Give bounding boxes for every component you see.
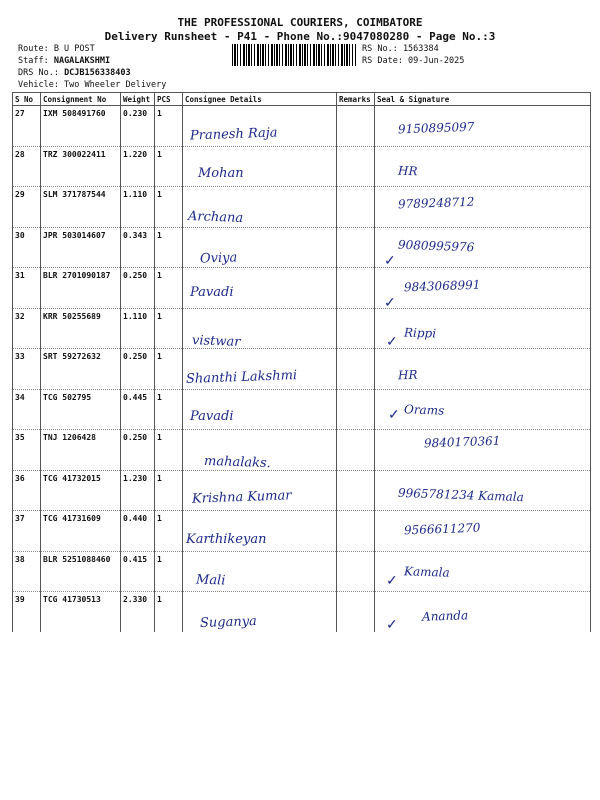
- cell-consignment: TCG 41730513: [41, 592, 121, 632]
- cell-consignment: TCG 41731609: [41, 511, 121, 552]
- cell-consignment: TNJ 1206428: [41, 430, 121, 471]
- cell-remarks: [337, 349, 375, 390]
- cell-remarks: [337, 470, 375, 511]
- table-row: [13, 106, 591, 147]
- consignee-signature: Mohan: [198, 165, 244, 181]
- receiver-seal-signature: 9080995976: [397, 237, 475, 254]
- rs-date: RS Date: 09-Jun-2025: [362, 56, 465, 66]
- cell-sno: 37: [13, 511, 41, 552]
- cell-remarks: [337, 389, 375, 430]
- cell-consignment: TCG 502795: [41, 389, 121, 430]
- col-sno: S No: [13, 93, 41, 106]
- drs-line: [18, 68, 131, 78]
- tick-mark-icon: ✓: [384, 252, 396, 269]
- col-weight: Weight: [121, 93, 155, 106]
- cell-sno: 36: [13, 470, 41, 511]
- table-row: [13, 268, 591, 309]
- cell-sno: 28: [13, 146, 41, 187]
- cell-consignment: IXM 508491760: [41, 106, 121, 147]
- cell-consignment: SRT 59272632: [41, 349, 121, 390]
- cell-remarks: [337, 187, 375, 228]
- receiver-seal-signature: 9965781234 Kamala: [397, 485, 525, 504]
- cell-weight: 2.330: [121, 592, 155, 632]
- staff-line: [18, 56, 110, 66]
- cell-remarks: [337, 227, 375, 268]
- cell-consignment: TCG 41732015: [41, 470, 121, 511]
- staff-label: Staff:: [18, 56, 54, 66]
- table-row: [13, 146, 591, 187]
- cell-pcs: 1: [155, 389, 183, 430]
- cell-sno: 35: [13, 430, 41, 471]
- receiver-seal-signature: 9843068991: [403, 277, 481, 295]
- cell-weight: 0.343: [121, 227, 155, 268]
- table-row: [13, 430, 591, 471]
- cell-pcs: 1: [155, 146, 183, 187]
- receiver-seal-signature: HR: [397, 367, 418, 383]
- consignee-signature: Mali: [195, 571, 226, 589]
- cell-remarks: [337, 146, 375, 187]
- consignee-signature: Suganya: [199, 614, 258, 631]
- table-row: [13, 349, 591, 390]
- consignee-signature: Archana: [187, 209, 244, 226]
- cell-weight: 0.250: [121, 430, 155, 471]
- cell-consignment: SLM 371787544: [41, 187, 121, 228]
- cell-pcs: 1: [155, 592, 183, 632]
- receiver-seal-signature: Orams: [403, 401, 445, 418]
- cell-consignment: BLR 5251088460: [41, 551, 121, 592]
- cell-sno: 38: [13, 551, 41, 592]
- cell-pcs: 1: [155, 349, 183, 390]
- cell-sno: 29: [13, 187, 41, 228]
- cell-remarks: [337, 551, 375, 592]
- tick-mark-icon: ✓: [386, 617, 398, 633]
- cell-sno: 34: [13, 389, 41, 430]
- route-label: Route: B U POST: [18, 44, 95, 54]
- receiver-seal-signature: Ananda: [421, 608, 469, 624]
- table-row: [13, 227, 591, 268]
- tick-mark-icon: ✓: [386, 572, 398, 589]
- receiver-seal-signature: Kamala: [403, 563, 450, 580]
- cell-pcs: 1: [155, 106, 183, 147]
- cell-weight: 1.230: [121, 470, 155, 511]
- cell-remarks: [337, 592, 375, 632]
- table-row: [13, 187, 591, 228]
- cell-pcs: 1: [155, 268, 183, 309]
- cell-consignment: JPR 503014607: [41, 227, 121, 268]
- consignee-signature: Karthikeyan: [186, 532, 267, 547]
- cell-sno: 30: [13, 227, 41, 268]
- consignee-signature: Oviya: [199, 249, 238, 267]
- cell-pcs: 1: [155, 470, 183, 511]
- col-remarks: Remarks: [337, 93, 375, 106]
- cell-sno: 32: [13, 308, 41, 349]
- tick-mark-icon: ✓: [386, 333, 398, 350]
- tick-mark-icon: ✓: [388, 406, 400, 423]
- cell-weight: 0.230: [121, 106, 155, 147]
- cell-sno: 31: [13, 268, 41, 309]
- consignee-signature: Shanthi Lakshmi: [185, 368, 298, 387]
- receiver-seal-signature: 9150895097: [397, 119, 475, 137]
- cell-consignment: BLR 2701090187: [41, 268, 121, 309]
- runsheet-table: [12, 92, 591, 632]
- cell-weight: 0.440: [121, 511, 155, 552]
- cell-pcs: 1: [155, 551, 183, 592]
- cell-pcs: 1: [155, 187, 183, 228]
- cell-sno: 33: [13, 349, 41, 390]
- staff-value: NAGALAKSHMI: [53, 56, 111, 66]
- cell-weight: 1.220: [121, 146, 155, 187]
- cell-remarks: [337, 511, 375, 552]
- consignee-signature: Krishna Kumar: [191, 487, 292, 507]
- cell-remarks: [337, 268, 375, 309]
- page-title: THE PROFESSIONAL COURIERS, COIMBATORE: [177, 16, 423, 29]
- tick-mark-icon: ✓: [384, 295, 396, 311]
- cell-consignment: KRR 50255689: [41, 308, 121, 349]
- cell-pcs: 1: [155, 227, 183, 268]
- drs-label: DRS No.:: [18, 68, 65, 78]
- receiver-seal-signature: 9789248712: [397, 194, 475, 212]
- col-consignee: Consignee Details: [183, 93, 337, 106]
- cell-pcs: 1: [155, 308, 183, 349]
- cell-sno: 27: [13, 106, 41, 147]
- receiver-seal-signature: 9566611270: [403, 520, 481, 538]
- cell-pcs: 1: [155, 430, 183, 471]
- table-row: [13, 389, 591, 430]
- barcode-image: [232, 44, 356, 66]
- cell-weight: 1.110: [121, 187, 155, 228]
- table-row: [13, 511, 591, 552]
- cell-weight: 1.110: [121, 308, 155, 349]
- rs-number: RS No.: 1563384: [362, 44, 439, 54]
- drs-value: DCJB156338403: [64, 68, 131, 78]
- table-row: [13, 592, 591, 632]
- consignee-signature: vistwar: [191, 332, 241, 350]
- consignee-signature: Pavadi: [190, 285, 234, 300]
- cell-sno: 39: [13, 592, 41, 632]
- receiver-seal-signature: HR: [397, 163, 418, 178]
- cell-weight: 0.415: [121, 551, 155, 592]
- cell-remarks: [337, 106, 375, 147]
- table-header-row: [13, 93, 591, 106]
- table-row: [13, 551, 591, 592]
- col-pcs: PCS: [155, 93, 183, 106]
- receiver-seal-signature: Rippi: [403, 324, 437, 341]
- cell-weight: 0.250: [121, 268, 155, 309]
- cell-remarks: [337, 430, 375, 471]
- vehicle-label: Vehicle: Two Wheeler Delivery: [18, 80, 167, 90]
- cell-consignment: TRZ 300022411: [41, 146, 121, 187]
- cell-remarks: [337, 308, 375, 349]
- consignee-signature: Pavadi: [190, 408, 234, 424]
- consignee-signature: Pranesh Raja: [189, 125, 278, 144]
- cell-weight: 0.250: [121, 349, 155, 390]
- table-row: [13, 308, 591, 349]
- col-consignment: Consignment No: [41, 93, 121, 106]
- cell-pcs: 1: [155, 511, 183, 552]
- page-subtitle: Delivery Runsheet - P41 - Phone No.:9047080280 - Page No.:3: [104, 30, 496, 43]
- receiver-seal-signature: 9840170361: [423, 433, 501, 451]
- cell-seal: [375, 592, 591, 632]
- col-seal: Seal & Signature: [375, 93, 591, 106]
- consignee-signature: mahalaks.: [203, 453, 272, 472]
- cell-weight: 0.445: [121, 389, 155, 430]
